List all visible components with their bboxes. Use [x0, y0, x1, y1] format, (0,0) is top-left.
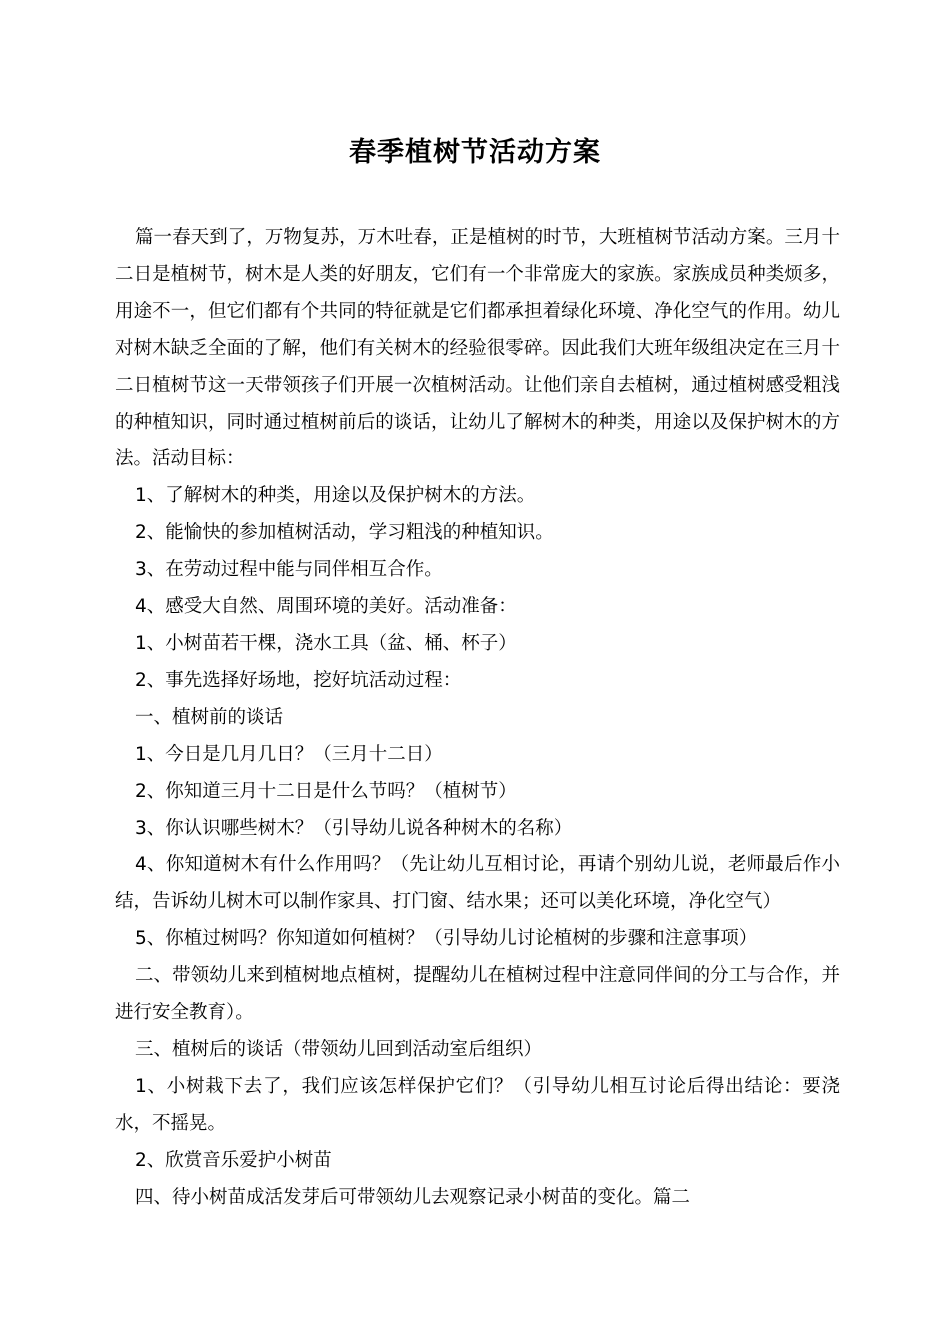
after-item-2: 2、欣赏音乐爱护小树苗 [135, 1149, 332, 1171]
question-item-1: 1、今日是几月几日？（三月十二日） [135, 743, 443, 765]
goal-item-1: 1、了解树木的种类，用途以及保护树木的方法。 [135, 485, 536, 507]
question-item-3: 3、你认识哪些树木？（引导幼儿说各种树木的名称） [135, 817, 573, 839]
question-item-2: 2、你知道三月十二日是什么节吗？（植树节） [135, 780, 517, 802]
document-title: 春季植树节活动方案 [349, 137, 601, 168]
section-heading-3: 三、植树后的谈话（带领幼儿回到活动室后组织） [135, 1038, 543, 1060]
section-heading-4: 四、待小树苗成活发芽后可带领幼儿去观察记录小树苗的变化。篇二 [135, 1186, 691, 1208]
after-item-1: 1、小树栽下去了，我们应该怎样保护它们？（引导幼儿相互讨论后得出结论：要浇水，不摇晃。 [115, 1075, 840, 1134]
section-heading-2: 二、带领幼儿来到植树地点植树，提醒幼儿在植树过程中注意同伴间的分工与合作，并进行安全教育）。 [115, 965, 840, 1024]
goal-item-4: 4、感受大自然、周围环境的美好。活动准备： [135, 596, 517, 618]
question-item-4: 4、你知道树木有什么作用吗？（先让幼儿互相讨论，再请个别幼儿说，老师最后作小结，告诉幼儿树木可以制作家具、打门窗、结水果；还可以美化环境，净化空气） [115, 854, 840, 913]
prep-item-1: 1、小树苗若干棵，浇水工具（盆、桶、杯子） [135, 632, 517, 654]
goal-item-2: 2、能愉快的参加植树活动，学习粗浅的种植知识。 [135, 522, 554, 544]
document-body [115, 220, 840, 1216]
goal-item-3: 3、在劳动过程中能与同伴相互合作。 [135, 559, 443, 581]
prep-item-2: 2、事先选择好场地，挖好坑活动过程： [135, 669, 462, 691]
question-item-5: 5、你植过树吗？你知道如何植树？（引导幼儿讨论植树的步骤和注意事项） [135, 928, 758, 950]
intro-paragraph: 篇一春天到了，万物复苏，万木吐春，正是植树的时节，大班植树节活动方案。三月十二日是植树节，树木是人类的好朋友，它们有一个非常庞大的家族。家族成员种类烦多，用途不一，但它们都有个共同的特征就是它们都承担着绿化环境、净化空气的作用。幼儿对树木缺乏全面的了解，他们有关树木的经验很零碎。因此我们大班年级组决定在三月十二日植树节这一天带领孩子们开展一次植树活动。让他们亲自去植树，通过植树感受粗浅的种植知识，同时通过植树前后的谈话，让幼儿了解树木的种类，用途以及保护树木的方法。活动目标： [115, 227, 840, 470]
section-heading-1: 一、植树前的谈话 [135, 706, 284, 728]
